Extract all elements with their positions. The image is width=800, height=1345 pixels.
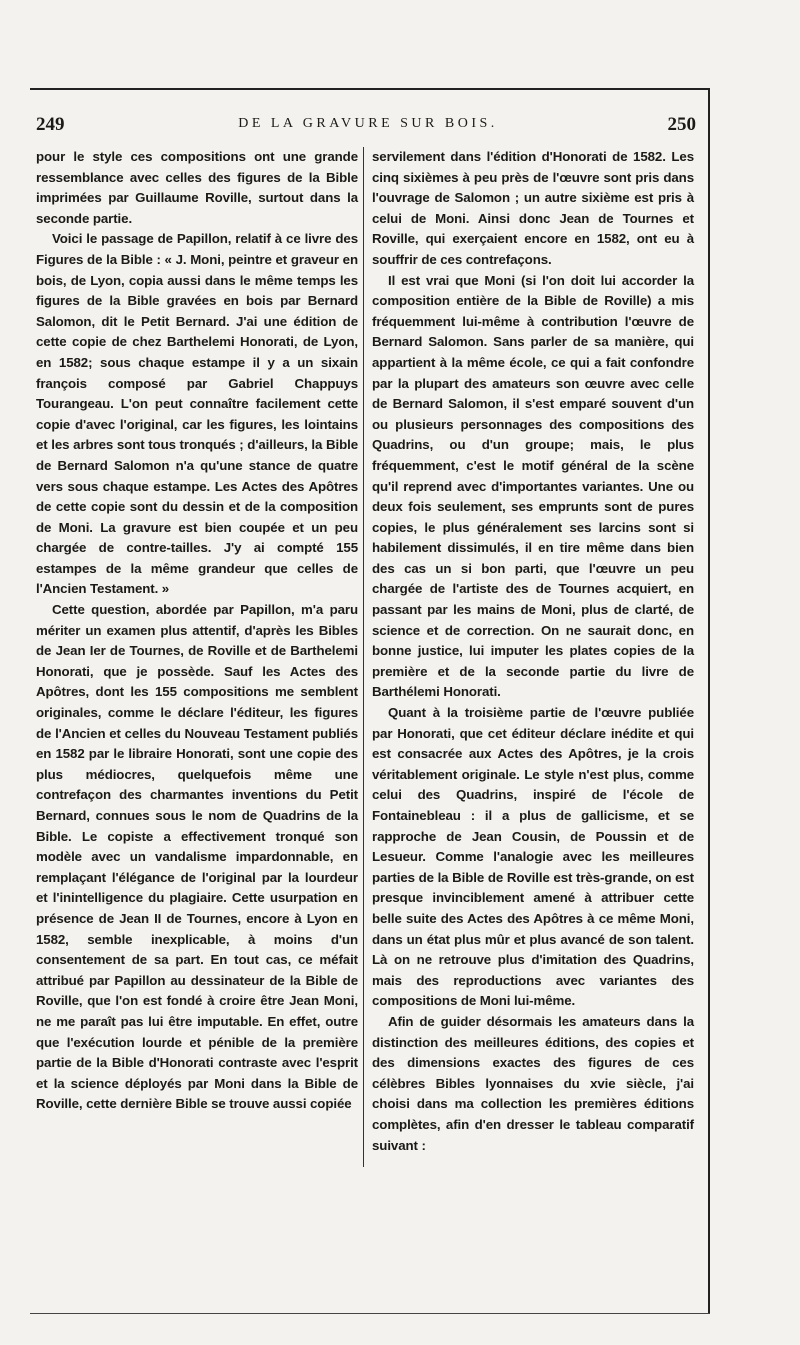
page-number-right: 250 (667, 114, 696, 135)
paragraph: Voici le passage de Papillon, relatif à ce livre des Figures de la Bible : « J. Moni, peintre et graveur en bois, de Lyon, copia aussi dans le même temps les figures de la Bible gravées en bois par Bernard Salomon, dit le Petit Bernard. J'ai une édition de cette copie de chez Barthelemi Honorati, de Lyon, en 1582; sous chaque estampe il y a un sixain françois composé par Gabriel Chappuys Tourangeau. L'on peut connaître facilement cette copie d'avec l'original, car les figures, les lointains et les arbres sont tous tronqués ; d'ailleurs, la Bible de Bernard Salomon n'a qu'une stance de quatre vers sous chaque estampe. Les Actes des Apôtres de cette copie sont du dessin et de la composition de Moni. La gravure est bien coupée et un peu chargée de contre-tailles. J'y ai compté 155 estampes de la même grandeur que celles de l'Ancien Testament. » (36, 231, 358, 597)
paragraph: Il est vrai que Moni (si l'on doit lui accorder la composition entière de la Bible de Roville) a mis fréquemment lui-même à contribution l'œuvre de Bernard Salomon. Sans parler de sa manière, qui appartient à la même école, ce qui a fait confondre par la plupart des amateurs son œuvre avec celle de Bernard Salomon, il s'est emparé souvent d'un ou plusieurs personnages des compositions des Quadrins, ou d'un groupe; mais, le plus fréquemment, c'est le motif général de la scène qu'il reprend avec d'importantes variantes. Une ou deux fois seulement, ses emprunts sont de pures copies, le plus généralement ses larcins sont si habilement dissimulés, il en tire même dans bien des cas un si bon parti, que l'œuvre un peu chargée de l'artiste des de Tournes acquiert, en passant par les mains de Moni, plus de clarté, de science et de correction. On ne saurait donc, en bonne justice, lui imputer les plates copies de la première et de la seconde partie du livre de Barthélemi Honorati. (372, 272, 694, 700)
right-column (372, 147, 694, 1156)
column-divider (363, 147, 364, 1167)
paragraph: servilement dans l'édition d'Honorati de 1582. Les cinq sixièmes à peu près de l'œuvre sont pris dans l'ouvrage de Salomon ; un autre sixième est pris à celui de Moni. Ainsi donc Jean de Tournes et Roville, qui exerçaient encore en 1582, ont eu à souffrir de ces contrefaçons. (372, 149, 694, 267)
left-column (36, 147, 358, 1115)
page-number-left: 249 (36, 114, 65, 135)
top-frame-rule (30, 88, 710, 90)
page-header (30, 114, 706, 140)
paragraph: Cette question, abordée par Papillon, m'a paru mériter un examen plus attentif, d'après les Bibles de Jean Ier de Tournes, de Roville et de Barthelemi Honorati, que je possède. Sauf les Actes des Apôtres, dont les 155 compositions me semblent originales, comme le déclare l'éditeur, les figures de l'Ancien et celles du Nouveau Testament publiés en 1582 par le libraire Honorati, sont une copie des plus médiocres, quelquefois même une contrefaçon des charmantes inventions du Petit Bernard, connues sous le nom de Quadrins de la Bible. Le copiste a effectivement tronqué son modèle avec un vandalisme impardonnable, en remplaçant l'élégance de l'original par la lourdeur et l'inintelligence du plagiaire. Cette usurpation en présence de Jean II de Tournes, encore à Lyon en 1582, semble inexplicable, à moins d'un consentement de sa part. En tout cas, ce méfait attribué par Papillon au dessinateur de la Bible de Roville, que l'on est fondé à croire être Jean Moni, ne me paraît pas lui être imputable. En effet, outre que l'exécution lourde et pénible de la première partie de la Bible d'Honorati contraste avec l'esprit et la science déployés par Moni dans la Bible de Roville, cette dernière Bible se trouve aussi copiée (36, 602, 358, 1112)
paragraph: pour le style ces compositions ont une grande ressemblance avec celles des figures de la Bible imprimées par Guillaume Roville, surtout dans la seconde partie. (36, 149, 358, 226)
paragraph: Quant à la troisième partie de l'œuvre publiée par Honorati, que cet éditeur déclare inédite et qui est consacrée aux Actes des Apôtres, je la crois véritablement originale. Le style n'est plus, comme celui des Quadrins, inspiré de l'école de Fontainebleau : il a plus de gallicisme, et se rapproche de Jean Cousin, de Poussin et de Lesueur. Comme l'analogie avec les meilleures parties de la Bible de Roville est très-grande, on est presque invinciblement amené à attribuer cette belle suite des Actes des Apôtres à ce même Moni, dans un état plus mûr et plus avancé de son talent. Là on ne retrouve plus d'imitation des Quadrins, mais des reproductions avec variantes des compositions de Moni lui-même. (372, 705, 694, 1009)
right-frame-rule (708, 88, 710, 1314)
running-title: DE LA GRAVURE SUR BOIS. (238, 116, 498, 131)
bottom-frame-rule (30, 1313, 710, 1314)
paragraph: Afin de guider désormais les amateurs dans la distinction des meilleures éditions, des copies et des dimensions exactes des figures de ces célèbres Bibles lyonnaises du xvie siècle, j'ai choisi dans ma collection les premières éditions complètes, afin d'en dresser le tableau comparatif suivant : (372, 1013, 694, 1153)
